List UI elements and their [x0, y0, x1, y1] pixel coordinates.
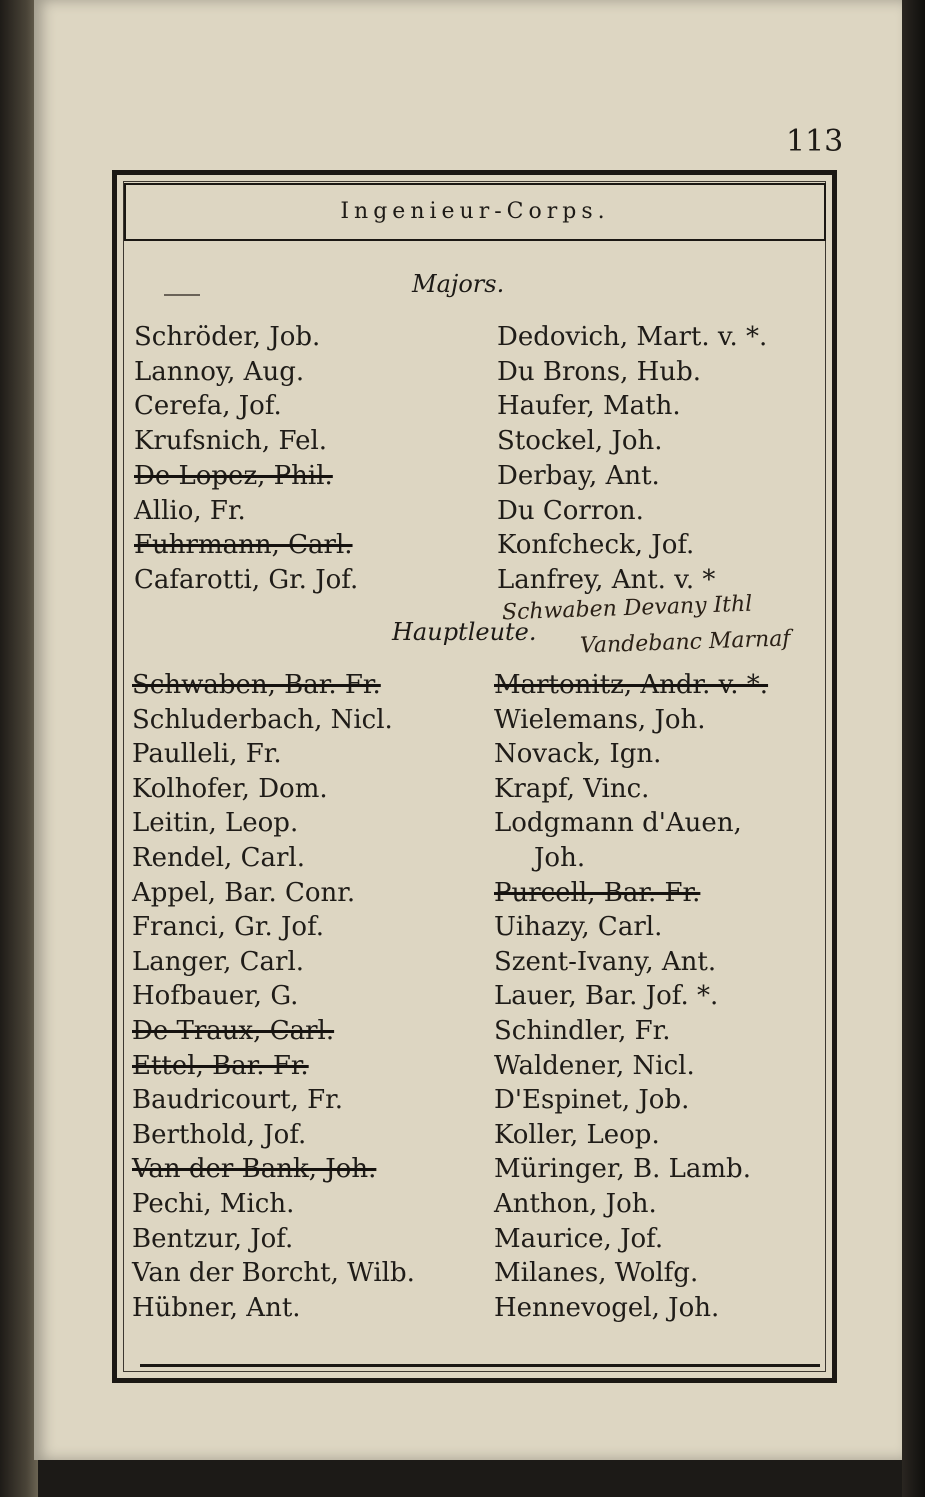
name-entry: Paulleli, Fr. [132, 739, 282, 770]
name-entry: Müringer, B. Lamb. [494, 1154, 751, 1185]
name-entry: Schindler, Fr. [494, 1016, 671, 1046]
name-entry-struck: De Traux, Carl. [132, 1016, 335, 1046]
name-entry: Wielemans, Joh. [494, 704, 706, 735]
name-entry: Du Corron. [497, 495, 644, 526]
name-entry: Cerefa, Jof. [134, 391, 282, 422]
majors-heading: Majors. [412, 270, 505, 298]
name-entry: Milanes, Wolfg. [494, 1258, 699, 1289]
name-entry-struck: Ettel, Bar. Fr. [132, 1050, 309, 1081]
name-entry: Kolhofer, Dom. [132, 773, 328, 804]
name-entry: Stockel, Joh. [497, 426, 663, 457]
handwritten-note-1: Schwaben Devany Ithl [501, 591, 753, 626]
name-entry: Du Brons, Hub. [497, 356, 701, 387]
name-entry: Szent-Ivany, Ant. [494, 946, 717, 977]
name-entry: Lodgmann d'Auen, [494, 808, 742, 839]
name-entry: Krufsnich, Fel. [134, 426, 328, 457]
name-entry: Hübner, Ant. [132, 1292, 301, 1323]
name-entry: Joh. [534, 843, 586, 873]
name-entry: Leitin, Leop. [132, 808, 299, 839]
name-entry: Berthold, Jof. [132, 1119, 307, 1150]
name-entry: Pechi, Mich. [132, 1189, 295, 1219]
hauptleute-heading: Hauptleute. [392, 618, 537, 646]
name-entry-struck: Martonitz, Andr. v. *. [494, 670, 769, 700]
name-entry: Hennevogel, Joh. [494, 1292, 720, 1323]
name-entry: Lauer, Bar. Jof. *. [494, 981, 719, 1012]
name-entry: Haufer, Math. [497, 391, 681, 422]
handwritten-note-2: Vandebanc Marnaf [579, 626, 791, 659]
name-entry-struck: Schwaben, Bar. Fr. [132, 670, 381, 700]
name-entry: Anthon, Joh. [494, 1189, 657, 1219]
name-entry: Van der Borcht, Wilb. [132, 1258, 415, 1289]
name-entry: D'Espinet, Job. [494, 1085, 690, 1116]
name-entry: Appel, Bar. Conr. [132, 877, 356, 908]
bottom-rule [140, 1364, 820, 1367]
name-entry: Waldener, Nicl. [494, 1050, 695, 1081]
book-spine [0, 0, 38, 1497]
name-entry-struck: Purcell, Bar. Fr. [494, 877, 701, 908]
name-entry: Schröder, Job. [134, 322, 321, 352]
name-entry: Krapf, Vinc. [494, 773, 650, 804]
name-entry: Novack, Ign. [494, 739, 662, 770]
name-entry: Maurice, Jof. [494, 1223, 664, 1254]
name-entry-struck: De Lopez, Phil. [134, 460, 333, 491]
name-entry: Lanfrey, Ant. v. * [497, 564, 716, 595]
name-entry: Allio, Fr. [134, 495, 246, 526]
name-entry: Konfcheck, Jof. [497, 530, 695, 561]
page-number: 113 [786, 124, 844, 159]
name-entry: Lannoy, Aug. [134, 356, 305, 387]
name-entry: Schluderbach, Nicl. [132, 704, 393, 735]
ornament-dash [164, 294, 200, 296]
name-entry-struck: Van der Bank, Joh. [132, 1154, 377, 1185]
name-entry: Franci, Gr. Jof. [132, 912, 325, 943]
name-entry: Bentzur, Jof. [132, 1223, 294, 1254]
page-edge [902, 0, 925, 1497]
name-entry: Cafarotti, Gr. Jof. [134, 564, 359, 595]
name-entry: Derbay, Ant. [497, 460, 660, 491]
name-entry: Uihazy, Carl. [494, 912, 663, 943]
name-entry: Rendel, Carl. [132, 843, 305, 873]
section-header: Ingenieur-Corps. [124, 183, 826, 241]
name-entry: Koller, Leop. [494, 1119, 660, 1150]
name-entry-struck: Fuhrmann, Carl. [134, 530, 353, 561]
name-entry: Baudricourt, Fr. [132, 1085, 343, 1116]
name-entry: Dedovich, Mart. v. *. [497, 322, 768, 352]
name-entry: Langer, Carl. [132, 946, 305, 977]
name-entry: Hofbauer, G. [132, 981, 299, 1012]
